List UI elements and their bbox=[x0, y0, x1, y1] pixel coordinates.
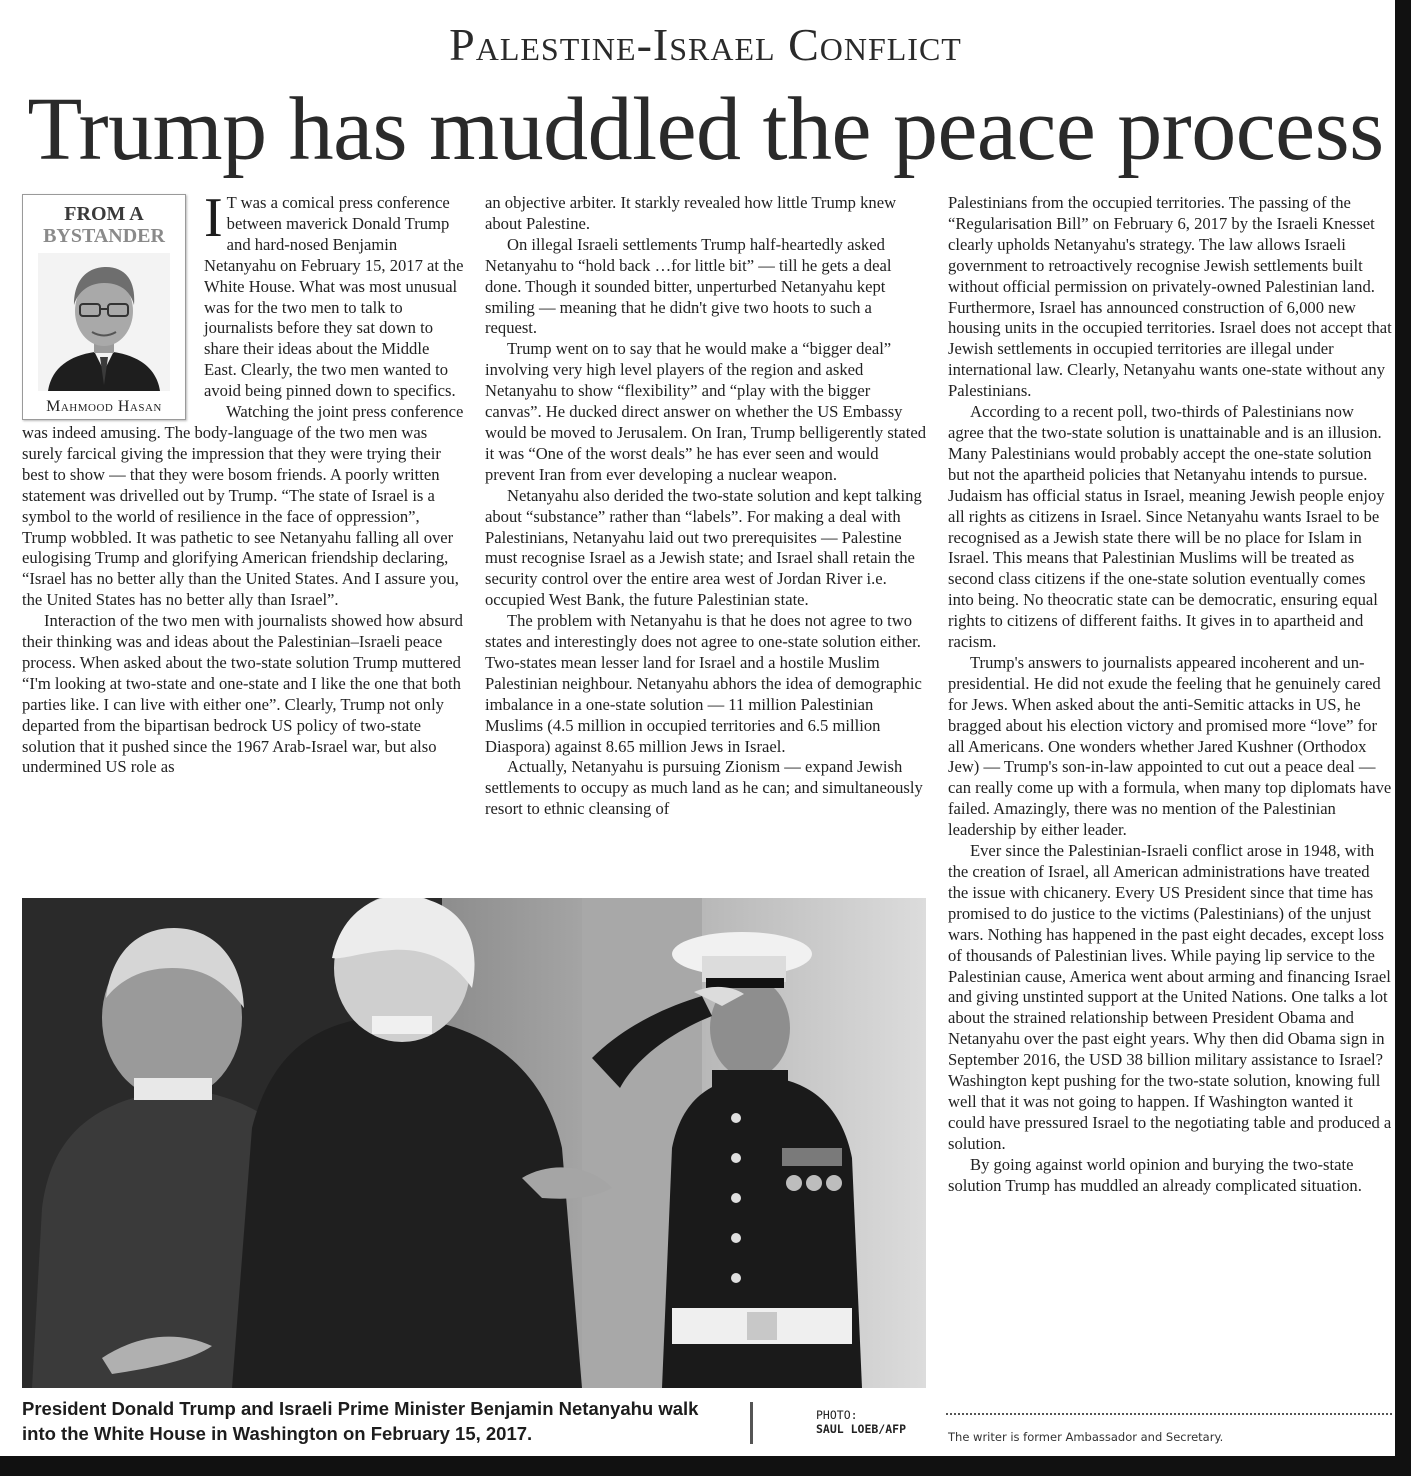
byline-box bbox=[22, 194, 186, 420]
photo-credit bbox=[816, 1408, 906, 1436]
news-photo bbox=[22, 898, 926, 1388]
paragraph: Ever since the Palestinian-Israeli conflict arose in 1948, with the creation of Israel, all American administrations have treated the issue with chicanery. Every US President since that time has promised to do justice to the victims (Palestinians) of the unjust wars. Nothing has happened in the past eight decades, except loss of thousands of Palestinian lives. While paying lip service to the Palestinian cause, America went about arming and financing Israel and giving unstinted support at the United Nations. One talks a lot about the strained relationship between President Obama and Netanyahu over the past eight years. Why then did Obama sign in September 2016, the USD 38 billion military assistance to Israel? Washington kept pushing for the two-state solution, knowing full well that it was not going to happen. If Washington wanted it could have pressured Israel to the negotiating table and produced a solution. bbox=[948, 841, 1392, 1153]
article-column-1 bbox=[22, 187, 465, 778]
section-kicker: Palestine-Israel Conflict bbox=[449, 19, 962, 70]
page-edge-bottom bbox=[0, 1456, 1411, 1476]
paragraph: an objective arbiter. It starkly revealed how little Trump knew about Palestine. bbox=[485, 193, 897, 233]
paragraph: Actually, Netanyahu is pursuing Zionism — expand Jewish settlements to occupy as much land as he can; and simultaneously resort to ethnic cleansing of bbox=[485, 757, 923, 819]
paragraph: On illegal Israeli settlements Trump half-heartedly asked Netanyahu to “hold back …for little bit” — till he gets a deal done. Though it sounded bitter, unperturbed Netanyahu kept smiling — meaning that he didn't give two hoots to such a request. bbox=[485, 234, 892, 338]
caption-divider bbox=[750, 1402, 753, 1444]
author-portrait bbox=[38, 253, 170, 391]
white-house-photo bbox=[22, 898, 926, 1388]
article-headline: Trump has muddled the peace process bbox=[27, 80, 1384, 179]
paragraph: The problem with Netanyahu is that he does not agree to two states and interestingly does not agree to one-state solution either. Two-states mean lesser land for Israel and a hostile Muslim Palestinian neighbour. Netanyahu abhors the idea of demographic imbalance in a one-state solution — 11 million Palestinian Muslims (4.5 million in occupied territories and 6.5 million Diaspora) against 8.65 million Jews in Israel. bbox=[485, 611, 922, 756]
photo-credit-label: PHOTO: bbox=[816, 1408, 858, 1422]
writer-footnote: The writer is former Ambassador and Secretary. bbox=[948, 1430, 1224, 1444]
paragraph: Interaction of the two men with journalists showed how absurd their thinking was and ideas about the Palestinian–Israeli peace process. When asked about the two-state solution Trump muttered “I'm looking at two-state and one-state and I like the one that both parties like. I can live with either one”. Clearly, Trump not only departed from the bipartisan bedrock US policy of two-state solution that it pushed since the 1967 Arab-Israel war, but also undermined US role as bbox=[22, 611, 463, 777]
byline-from-label: FROM A bbox=[64, 203, 144, 225]
paragraph: Trump went on to say that he would make a “bigger deal” involving very high level players of the region and asked Netanyahu to show “flexibility” and “play with the bigger canvas”. He ducked direct answer on whether the US Embassy would be moved to Jerusalem. On Iran, Trump belligerently stated it was “One of the worst deals” he has ever seen and would prevent Iran from ever developing a nuclear weapon. bbox=[485, 339, 927, 484]
paragraph: Netanyahu also derided the two-state solution and kept talking about “substance” rather than “labels”. For making a deal with Palestinians, Netanyahu laid out two prerequisites — Palestine must recognise Israel as a Jewish state; and Israel shall retain the security control over the entire area west of Jordan River i.e. occupied West Bank, the future Palestinian state. bbox=[485, 485, 922, 610]
paragraph: Trump's answers to journalists appeared incoherent and un-presidential. He did not exude the feeling that he genuinely cared for Jews. When asked about the anti-Semitic attacks in US, he bragged about his election victory and promised more “love” for all Americans. One wonders whether Jared Kushner (Orthodox Jew) — Trump's son-in-law appointed to cut out a peace deal — can really come up with a formula, when many top diplomats have failed. Amazingly, there was no mention of the Palestinian leadership by either leader. bbox=[948, 652, 1392, 840]
article-column-3 bbox=[948, 193, 1392, 1197]
paragraph: By going against world opinion and burying the two-state solution Trump has muddled an already complicated situation. bbox=[948, 1154, 1362, 1195]
photo-credit-name: SAUL LOEB/AFP bbox=[816, 1422, 907, 1436]
page-edge-right bbox=[1395, 0, 1411, 1476]
paragraph: According to a recent poll, two-thirds of Palestinians now agree that the two-state solution is unattainable and is an illusion. Many Palestinians would probably accept the one-state solution but not the apartheid policies that Netanyahu intends to pursue. Judaism has official status in Israel, meaning Jewish people enjoy all rights as citizens in Israel. Since Netanyahu wants Israel to be recognised as a Jewish state there will be no place for Islam in Israel. This means that Palestinian Muslims will be treated as second class citizens if the one-state solution eventually comes into being. No theocratic state can be democratic, ensuring equal rights to citizens of different faiths. It gives in to apartheid and racism. bbox=[948, 402, 1385, 652]
author-name: Mahmood Hasan bbox=[46, 398, 162, 415]
footnote-divider bbox=[946, 1413, 1392, 1415]
photo-caption: President Donald Trump and Israeli Prime Minister Benjamin Netanyahu walk into the White House in Washington on February 15, 2017. bbox=[22, 1398, 699, 1444]
paragraph: Palestinians from the occupied territories. The passing of the “Regularisation Bill” on February 6, 2017 by the Israeli Knesset clearly upholds Netanyahu's strategy. The law allows Israeli government to retroactively recognise Jewish settlements built without official permission on privately-owned Palestinian land. Furthermore, Israel has announced construction of 6,000 new housing units in the occupied territories. Israel does not accept that Jewish settlements in occupied territories are illegal under international law. Clearly, Netanyahu wants one-state without any Palestinians. bbox=[948, 193, 1392, 401]
paragraph: Watching the joint press conference was indeed amusing. The body-language of the two men was surely farcical giving the impression that they were trying their best to show — that they were bosom friends. A poorly written statement was drivelled out by Trump. “The state of Israel is a symbol to the world of resilience in the face of oppression”, Trump wobbled. It was pathetic to see Netanyahu falling all over eulogising Trump and glorifying American friendship declaring, “Israel has no better ally than the United States. And I assure you, the United States has no better ally than Israel”. bbox=[22, 402, 464, 610]
paragraph: T was a comical press conference between maverick Donald Trump and hard-nosed Benjamin Netanyahu on February 15, 2017 at the White House. What was most unusual was for the two men to talk to journalists before they sat down to share their ideas about the Middle East. Clearly, the two men wanted to avoid being pinned down to specifics. bbox=[204, 193, 464, 401]
article-column-2 bbox=[485, 193, 927, 820]
drop-cap: I bbox=[204, 187, 223, 249]
byline-bystander-label: BYSTANDER bbox=[43, 225, 165, 247]
